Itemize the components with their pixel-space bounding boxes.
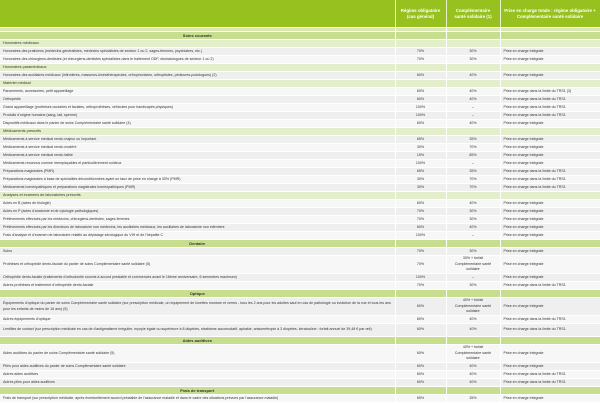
row-regime-obligatoire: 60% xyxy=(395,371,446,379)
section-title: Soins courants xyxy=(0,32,395,40)
row-prise-en-charge: Prise en charge intégrale xyxy=(500,48,600,56)
section-cell-empty xyxy=(395,32,446,40)
section-header-row xyxy=(0,290,600,298)
row-regime-obligatoire: 70% xyxy=(395,216,446,224)
row-label: Frais de transport (sur prescription médicale, après éventuellement accord préalable de l'assurance maladie et dans le cadre des situations prévues par l'assurance maladie) xyxy=(0,395,395,403)
row-complementaire: – xyxy=(446,274,500,282)
subsection-cell-empty xyxy=(500,64,600,72)
subsection-cell-empty xyxy=(395,64,446,72)
row-regime-obligatoire: 65% xyxy=(395,168,446,176)
row-complementaire: 85% xyxy=(446,152,500,160)
row-complementaire: 40% xyxy=(446,324,500,337)
row-regime-obligatoire: 100% xyxy=(395,112,446,120)
row-regime-obligatoire: 70% xyxy=(395,208,446,216)
header-col-label xyxy=(0,0,395,28)
row-regime-obligatoire: 30% xyxy=(395,176,446,184)
row-label: Autres piles pour aides auditives xyxy=(0,379,395,387)
row-prise-en-charge: Prise en charge intégrale xyxy=(500,160,600,168)
row-regime-obligatoire: 100% xyxy=(395,104,446,112)
row-prise-en-charge: Prise en charge dans la limite du TRS1 xyxy=(500,168,600,176)
header-col-complementaire: Complémentaire santé solidaire (1) xyxy=(446,0,500,28)
table-row xyxy=(0,152,600,160)
section-header-row xyxy=(0,387,600,395)
row-label: Préparations magistrales à base de spécialités déconditionnées ayant un taux de prise en charge à 30% (PMR) xyxy=(0,176,395,184)
subsection-title: Analyses et examens de laboratoires prescrits xyxy=(0,192,395,200)
row-label: Médicaments homéopathiques et préparations magistrales homéopathiques (PMR) xyxy=(0,184,395,192)
row-prise-en-charge: Prise en charge dans la limite du TRS1 xyxy=(500,371,600,379)
row-label: Préparations magistrales (PMR) xyxy=(0,168,395,176)
row-prise-en-charge: Prise en charge intégrale xyxy=(500,274,600,282)
table-row xyxy=(0,395,600,403)
row-complementaire: 70% xyxy=(446,144,500,152)
row-complementaire: 30% xyxy=(446,216,500,224)
row-regime-obligatoire: 100% xyxy=(395,232,446,240)
row-prise-en-charge: Prise en charge intégrale xyxy=(500,216,600,224)
section-header-row xyxy=(0,337,600,345)
table-row xyxy=(0,379,600,387)
row-label: Piles pour aides auditives du panier de soins Complémentaire santé solidaire xyxy=(0,363,395,371)
row-regime-obligatoire: 30% xyxy=(395,184,446,192)
row-regime-obligatoire: 60% xyxy=(395,345,446,363)
row-label: Produits d'origine humaine (sang, lait, sperme) xyxy=(0,112,395,120)
table-row xyxy=(0,48,600,56)
section-cell-empty xyxy=(446,240,500,248)
row-prise-en-charge: Prise en charge intégrale xyxy=(500,152,600,160)
table-row xyxy=(0,88,600,96)
row-prise-en-charge: Prise en charge intégrale xyxy=(500,256,600,274)
row-label: Pansements, accessoires, petit appareillage xyxy=(0,88,395,96)
row-label: Honoraires des chirurgiens-dentistes (et chirurgiens-dentistes spécialistes dans le traitement ODF, stomatologues de secteur 1 ou 2) xyxy=(0,56,395,64)
row-prise-en-charge: Prise en charge intégrale xyxy=(500,232,600,240)
row-label: Lentilles de contact (sur prescription médicale en cas de d'astigmatisme irrégulier, myopie égale ou supérieure à 8 dioptries, strabisme accomodatif, aphakie, anisométropie à 3 dioptries, kératocône : forfait annuel de 39,48 € par œil) xyxy=(0,324,395,337)
subsection-row xyxy=(0,80,600,88)
row-prise-en-charge: Prise en charge intégrale xyxy=(500,345,600,363)
row-prise-en-charge: Prise en charge intégrale xyxy=(500,144,600,152)
table-row xyxy=(0,345,600,363)
table-row xyxy=(0,96,600,104)
table-row xyxy=(0,282,600,290)
table-row xyxy=(0,120,600,128)
section-cell-empty xyxy=(500,337,600,345)
section-cell-empty xyxy=(395,337,446,345)
row-label: Actes en B (actes de biologie) xyxy=(0,200,395,208)
row-complementaire: – xyxy=(446,232,500,240)
row-complementaire: – xyxy=(446,112,500,120)
row-prise-en-charge: Prise en charge intégrale xyxy=(500,298,600,316)
subsection-row xyxy=(0,64,600,72)
section-header-row xyxy=(0,240,600,248)
row-complementaire: – xyxy=(446,160,500,168)
row-prise-en-charge: Prise en charge dans la limite du TRS1 (3) xyxy=(500,88,600,96)
table-row xyxy=(0,363,600,371)
row-regime-obligatoire: 70% xyxy=(395,256,446,274)
row-complementaire: 30% xyxy=(446,248,500,256)
row-label: Orthopédie xyxy=(0,96,395,104)
section-title: Frais de transport xyxy=(0,387,395,395)
section-cell-empty xyxy=(446,387,500,395)
row-complementaire: 70% xyxy=(446,184,500,192)
subsection-row xyxy=(0,192,600,200)
section-cell-empty xyxy=(395,240,446,248)
subsection-cell-empty xyxy=(395,40,446,48)
section-title: Dentaire xyxy=(0,240,395,248)
section-title: Aides auditives xyxy=(0,337,395,345)
row-complementaire: 40% xyxy=(446,72,500,80)
table-row xyxy=(0,324,600,337)
table-row xyxy=(0,136,600,144)
subsection-title: Honoraires médicaux xyxy=(0,40,395,48)
row-label: Aides auditives du panier de soins Complémentaire santé solidaire (5) xyxy=(0,345,395,363)
row-label: Dispositifs médicaux dans le panier de soins Complémentaire santé solidaire (4) xyxy=(0,120,395,128)
row-regime-obligatoire: 100% xyxy=(395,274,446,282)
row-label: Autres équipements d'optique xyxy=(0,316,395,324)
row-regime-obligatoire: 15% xyxy=(395,152,446,160)
table-row xyxy=(0,56,600,64)
row-regime-obligatoire: 70% xyxy=(395,48,446,56)
subsection-cell-empty xyxy=(500,128,600,136)
table-row xyxy=(0,144,600,152)
table-row xyxy=(0,72,600,80)
row-label: Médicaments à service médical rendu modéré xyxy=(0,144,395,152)
row-complementaire: 30% xyxy=(446,56,500,64)
row-regime-obligatoire: 60% xyxy=(395,200,446,208)
row-complementaire: 40% xyxy=(446,316,500,324)
table-row xyxy=(0,160,600,168)
row-label: Équipements d'optique du panier de soins Complémentaire santé solidaire (sur prescription médicale, un équipement de lunettes monture et verres - tous les 2 ans pour les adultes sauf en cas de pathologie ou évolution de la vue et tous les ans pour les enfants de moins de 16 ans) (5) xyxy=(0,298,395,316)
table-row xyxy=(0,224,600,232)
row-regime-obligatoire: 60% xyxy=(395,298,446,316)
section-cell-empty xyxy=(395,387,446,395)
row-label: Honoraires des auxiliaires médicaux (infirmières, masseurs-kinésithérapeutes, orthophonistes, orthoptistes, pédicures-podologues) (2) xyxy=(0,72,395,80)
row-prise-en-charge: Prise en charge intégrale xyxy=(500,72,600,80)
table-row xyxy=(0,274,600,282)
row-complementaire: 35% xyxy=(446,395,500,403)
row-complementaire: 35% xyxy=(446,168,500,176)
section-cell-empty xyxy=(395,290,446,298)
table-row xyxy=(0,371,600,379)
subsection-cell-empty xyxy=(395,80,446,88)
table-row xyxy=(0,176,600,184)
subsection-title: Matériel médical xyxy=(0,80,395,88)
row-regime-obligatoire: 70% xyxy=(395,282,446,290)
subsection-title: Honoraires paramédicaux xyxy=(0,64,395,72)
subsection-cell-empty xyxy=(446,192,500,200)
row-regime-obligatoire: 30% xyxy=(395,144,446,152)
subsection-row xyxy=(0,40,600,48)
row-complementaire: 30% + forfait Complémentaire santé solidaire xyxy=(446,256,500,274)
row-prise-en-charge: Prise en charge intégrale xyxy=(500,248,600,256)
subsection-cell-empty xyxy=(395,128,446,136)
row-prise-en-charge: Prise en charge intégrale xyxy=(500,56,600,64)
row-regime-obligatoire: 65% xyxy=(395,395,446,403)
row-regime-obligatoire: 60% xyxy=(395,224,446,232)
row-label: Prothèses et orthopédie dento-faciale du panier de soins Complémentaire santé solidaire (5) xyxy=(0,256,395,274)
row-label: Autres aides auditives xyxy=(0,371,395,379)
table-row xyxy=(0,248,600,256)
row-complementaire: 70% xyxy=(446,176,500,184)
row-regime-obligatoire: 60% xyxy=(395,324,446,337)
section-cell-empty xyxy=(500,240,600,248)
row-prise-en-charge: Prise en charge intégrale xyxy=(500,395,600,403)
table-row xyxy=(0,216,600,224)
table-row xyxy=(0,298,600,316)
row-prise-en-charge: Prise en charge intégrale xyxy=(500,200,600,208)
row-complementaire: 40% + forfait Complémentaire santé solidaire xyxy=(446,345,500,363)
subsection-cell-empty xyxy=(500,80,600,88)
table-row xyxy=(0,256,600,274)
section-cell-empty xyxy=(500,290,600,298)
row-prise-en-charge: Prise en charge dans la limite du TRS1 xyxy=(500,104,600,112)
row-label: Honoraires des praticiens (médecins généralistes, médecins spécialistes de secteur 1 ou 2, sages-femmes, psychiatres, etc.) xyxy=(0,48,395,56)
row-prise-en-charge: Prise en charge intégrale xyxy=(500,120,600,128)
row-complementaire: 35% xyxy=(446,136,500,144)
subsection-cell-empty xyxy=(446,80,500,88)
row-label: Orthopédie dento-faciale (traitements d'orthodontie soumis à accord préalable et commencés avant le 16ème anniversaire, 6 semestres maximum) xyxy=(0,274,395,282)
row-prise-en-charge: Prise en charge dans la limite du TRS1 xyxy=(500,324,600,337)
row-label: Grand appareillage (prothèses oculaires et faciales, orthoprothèses, véhicules pour handicapés physiques) xyxy=(0,104,395,112)
section-cell-empty xyxy=(446,290,500,298)
row-regime-obligatoire: 100% xyxy=(395,160,446,168)
row-regime-obligatoire: 60% xyxy=(395,88,446,96)
table-row xyxy=(0,184,600,192)
table-body xyxy=(0,28,600,403)
row-prise-en-charge: Prise en charge dans la limite du TRS1 xyxy=(500,184,600,192)
row-label: Médicaments à service médical rendu faible xyxy=(0,152,395,160)
row-complementaire: 30% xyxy=(446,48,500,56)
table-row xyxy=(0,316,600,324)
row-complementaire: 40% xyxy=(446,88,500,96)
table-row xyxy=(0,104,600,112)
header-col-regime-obligatoire: Régime obligatoire (cas général) xyxy=(395,0,446,28)
row-prise-en-charge: Prise en charge intégrale xyxy=(500,363,600,371)
row-regime-obligatoire: 70% xyxy=(395,56,446,64)
row-complementaire: 40% xyxy=(446,363,500,371)
row-complementaire: 40% xyxy=(446,120,500,128)
section-cell-empty xyxy=(446,337,500,345)
header-row xyxy=(0,0,600,28)
row-label: Autres prothèses et traitement d'orthopédie dento-faciale xyxy=(0,282,395,290)
row-label: Actes en P (actes d'anatomie et de cytologie pathologiques) xyxy=(0,208,395,216)
subsection-cell-empty xyxy=(446,128,500,136)
subsection-cell-empty xyxy=(500,40,600,48)
subsection-cell-empty xyxy=(446,64,500,72)
subsection-cell-empty xyxy=(446,40,500,48)
row-complementaire: – xyxy=(446,104,500,112)
row-complementaire: 40% xyxy=(446,224,500,232)
row-label: Soins xyxy=(0,248,395,256)
row-label: Médicaments reconnus comme irremplaçables et particulièrement coûteux xyxy=(0,160,395,168)
row-complementaire: 40% xyxy=(446,379,500,387)
row-regime-obligatoire: 60% xyxy=(395,316,446,324)
row-regime-obligatoire: 70% xyxy=(395,248,446,256)
row-prise-en-charge: Prise en charge dans la limite du TRS1 xyxy=(500,379,600,387)
subsection-title: Médicaments prescrits xyxy=(0,128,395,136)
row-label: Frais d'analyse et d'examen de laboratoire relatifs au dépistage sérologique du VIH et de l'hépatite C xyxy=(0,232,395,240)
row-regime-obligatoire: 60% xyxy=(395,379,446,387)
row-complementaire: 40% xyxy=(446,200,500,208)
row-regime-obligatoire: 60% xyxy=(395,72,446,80)
header-col-prise-en-charge-totale: Prise en charge totale : régime obligatoire + Complémentaire santé solidaire xyxy=(500,0,600,28)
section-cell-empty xyxy=(500,387,600,395)
row-regime-obligatoire: 60% xyxy=(395,363,446,371)
row-complementaire: 30% xyxy=(446,208,500,216)
row-complementaire: 40% xyxy=(446,371,500,379)
row-prise-en-charge: Prise en charge dans la limite du TRS1 xyxy=(500,112,600,120)
table-row xyxy=(0,168,600,176)
row-prise-en-charge: Prise en charge intégrale xyxy=(500,208,600,216)
row-label: Médicaments à service médical rendu majeur ou important xyxy=(0,136,395,144)
row-complementaire: 40% xyxy=(446,96,500,104)
row-regime-obligatoire: 65% xyxy=(395,136,446,144)
section-title: Optique xyxy=(0,290,395,298)
section-header-row xyxy=(0,32,600,40)
row-complementaire: 40% + forfait Complémentaire santé solidaire xyxy=(446,298,500,316)
row-prise-en-charge: Prise en charge intégrale xyxy=(500,224,600,232)
row-prise-en-charge: Prise en charge dans la limite du TRS1 xyxy=(500,176,600,184)
section-cell-empty xyxy=(500,32,600,40)
row-prise-en-charge: Prise en charge dans la limite du TRS1 xyxy=(500,282,600,290)
row-label: Prélèvements effectués par les médecins, chirurgiens-dentistes, sages-femmes xyxy=(0,216,395,224)
row-prise-en-charge: Prise en charge dans la limite du TRS1 xyxy=(500,96,600,104)
row-complementaire: 30% xyxy=(446,282,500,290)
row-label: Prélèvements effectués par les directeurs de laboratoire non médecins, les auxiliaires médicaux, les auxiliaires de laboratoire non infirmiers xyxy=(0,224,395,232)
row-prise-en-charge: Prise en charge dans la limite du TRS1 xyxy=(500,316,600,324)
row-regime-obligatoire: 60% xyxy=(395,96,446,104)
row-prise-en-charge: Prise en charge intégrale xyxy=(500,136,600,144)
subsection-row xyxy=(0,128,600,136)
subsection-cell-empty xyxy=(500,192,600,200)
subsection-cell-empty xyxy=(395,192,446,200)
section-cell-empty xyxy=(446,32,500,40)
table-row xyxy=(0,112,600,120)
table-row xyxy=(0,232,600,240)
table-row xyxy=(0,200,600,208)
row-regime-obligatoire: 60% xyxy=(395,120,446,128)
table-row xyxy=(0,208,600,216)
